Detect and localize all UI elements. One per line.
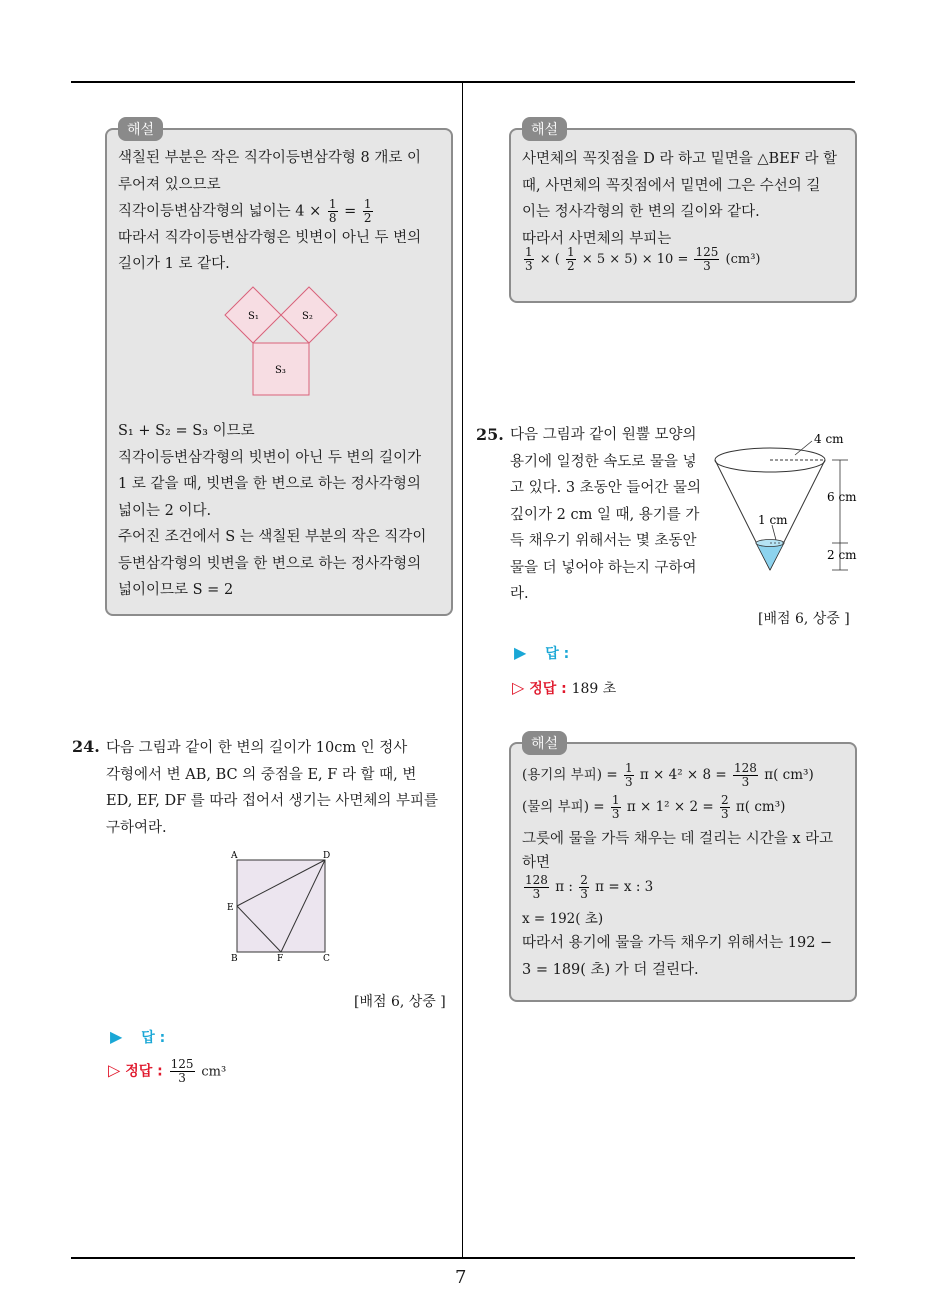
text-line: 넓이이므로 S = 2 bbox=[118, 582, 234, 598]
volume-formula: $\frac{1}{3}$ × ( $\frac{1}{2}$ × 5 × 5) × 10 = $\frac{125}{3}$ (cm³) bbox=[525, 244, 761, 273]
text-line: 하면 bbox=[522, 855, 551, 871]
text-line: 1 로 같을 때, 빗변을 한 변으로 하는 정사각형의 bbox=[118, 476, 421, 492]
water-fill bbox=[756, 543, 784, 570]
answer-unit: cm³ bbox=[201, 1064, 227, 1080]
text-line: 직각이등변삼각형의 빗변이 아닌 두 변의 길이가 bbox=[118, 449, 422, 466]
text-line: S₁ + S₂ = S₃ 이므로 bbox=[118, 423, 255, 439]
text-line: 용기에 일정한 속도로 물을 넣 bbox=[510, 453, 697, 470]
text-line: 길이가 1 로 같다. bbox=[118, 256, 230, 272]
text-line: 득 채우기 위해서는 몇 초동안 bbox=[510, 533, 697, 549]
explanation-text-left-top bbox=[118, 145, 421, 278]
label-top-radius: 4 cm bbox=[814, 432, 844, 446]
text-line: 넓이는 2 이다. bbox=[118, 502, 212, 519]
formula-line: $\frac{128}{3}$ π : $\frac{2}{3}$ π = x : 3 bbox=[525, 873, 654, 901]
text-line: 이는 정사각형의 한 변의 길이와 같다. bbox=[522, 204, 760, 220]
text-line: 깊이가 2 cm 일 때, 용기를 가 bbox=[510, 506, 700, 523]
explanation-text-right-1 bbox=[522, 146, 837, 276]
squares-diagram bbox=[220, 285, 350, 400]
text-line: 따라서 직각이등변삼각형은 빗변이 아닌 두 변의 bbox=[118, 229, 422, 246]
label-s1: S₁ bbox=[248, 311, 259, 322]
text-segment: 직각이등변삼각형의 넓이는 4 × bbox=[118, 203, 322, 220]
square-fold-diagram bbox=[225, 848, 340, 963]
question-number-24: 24. bbox=[72, 737, 100, 756]
formula-line: (용기의 부피) = $\frac{1}{3}$ π × 4² × 8 = $\frac{128}{3}$ π( cm³) bbox=[522, 761, 814, 789]
outline-play-icon: ▷ bbox=[512, 678, 525, 697]
text-line: 다음 그림과 같이 원뿔 모양의 bbox=[510, 427, 697, 443]
label-s3: S₃ bbox=[275, 365, 286, 376]
page-number: 7 bbox=[455, 1267, 467, 1288]
label-a: A bbox=[231, 851, 238, 861]
text-line: 루어져 있으므로 bbox=[118, 176, 221, 193]
text-line: 물을 더 넣어야 하는지 구하여 bbox=[510, 559, 697, 576]
answer-row-25 bbox=[514, 643, 569, 663]
top-rule bbox=[71, 81, 855, 83]
text-line: 고 있다. 3 초동안 들어간 물의 bbox=[510, 480, 701, 496]
text-line: 따라서 용기에 물을 가득 채우기 위해서는 192 − bbox=[522, 935, 833, 951]
explanation-text-left-bottom bbox=[118, 418, 426, 604]
text-line: ED, EF, DF 를 따라 접어서 생기는 사면체의 부피를 bbox=[106, 793, 438, 809]
text-line: 등변삼각형의 빗변을 한 변으로 하는 정사각형의 bbox=[118, 555, 422, 572]
label-s2: S₂ bbox=[302, 311, 313, 322]
play-icon: ▶ bbox=[110, 1027, 123, 1046]
answer-label: 답 : bbox=[141, 1030, 166, 1046]
pointer-water bbox=[772, 525, 776, 540]
text-line: 3 = 189( 초) 가 더 걸린다. bbox=[522, 961, 699, 978]
label-e: E bbox=[227, 903, 234, 913]
equals-sign: = bbox=[344, 203, 357, 220]
cone-diagram bbox=[710, 425, 860, 580]
text-line bbox=[118, 198, 421, 225]
text-line: 다음 그림과 같이 한 변의 길이가 10cm 인 정사 bbox=[106, 740, 408, 756]
column-divider bbox=[462, 83, 463, 1258]
text-line: 그릇에 물을 가득 채우는 데 걸리는 시간을 x 라고 bbox=[522, 831, 834, 847]
score-label-25: [배점 6, 상중 ] bbox=[758, 611, 850, 627]
correct-label: 정답 : bbox=[529, 681, 567, 697]
label-d: D bbox=[323, 851, 331, 861]
explanation-tag: 해설 bbox=[522, 731, 567, 755]
label-water-radius: 1 cm bbox=[758, 513, 788, 527]
score-label-24: [배점 6, 상중 ] bbox=[354, 994, 446, 1010]
label-upper-height: 6 cm bbox=[827, 490, 857, 504]
fraction: $\frac{1}{8}$ bbox=[328, 197, 337, 225]
pointer-top bbox=[795, 441, 812, 455]
text-line: 주어진 조건에서 S 는 색칠된 부분의 작은 직각이 bbox=[118, 529, 427, 545]
play-icon: ▶ bbox=[514, 643, 527, 662]
answer-value: 189 초 bbox=[571, 681, 617, 697]
outline-play-icon: ▷ bbox=[108, 1060, 121, 1080]
label-water-height: 2 cm bbox=[827, 548, 857, 562]
correct-label: 정답 : bbox=[125, 1063, 163, 1080]
label-c: C bbox=[323, 954, 330, 963]
question-24-text bbox=[106, 735, 438, 841]
text-line: 따라서 사면체의 부피는 bbox=[522, 230, 672, 247]
square-abcd bbox=[237, 860, 325, 952]
answer-label: 답 : bbox=[545, 646, 570, 662]
correct-answer-24 bbox=[108, 1058, 226, 1085]
label-b: B bbox=[231, 954, 238, 963]
explanation-tag: 해설 bbox=[522, 117, 567, 141]
explanation-text-right-2 bbox=[522, 762, 833, 983]
text-line: 구하여라. bbox=[106, 819, 167, 836]
bottom-rule bbox=[71, 1257, 855, 1259]
text-line: 사면체의 꼭짓점을 D 라 하고 밑면을 △BEF 라 할 bbox=[522, 151, 838, 167]
text-line: x = 192( 초) bbox=[522, 911, 604, 927]
answer-row-24 bbox=[110, 1027, 165, 1047]
question-number-25: 25. bbox=[476, 425, 504, 444]
question-25-text bbox=[510, 422, 701, 608]
formula-line: (물의 부피) = $\frac{1}{3}$ π × 1² × 2 = $\frac{2}{3}$ π( cm³) bbox=[522, 793, 786, 821]
fraction: $\frac{125}{3}$ bbox=[170, 1057, 194, 1085]
fraction: $\frac{1}{2}$ bbox=[363, 197, 372, 225]
text-line: 색칠된 부분은 작은 직각이등변삼각형 8 개로 이 bbox=[118, 150, 422, 166]
explanation-tag: 해설 bbox=[118, 117, 163, 141]
label-f: F bbox=[277, 954, 284, 963]
correct-answer-25 bbox=[512, 678, 616, 698]
text-line: 라. bbox=[510, 586, 529, 602]
text-line: 때, 사면체의 꼭짓점에서 밑면에 그은 수선의 길 bbox=[522, 177, 821, 194]
text-line: 각형에서 변 AB, BC 의 중점을 E, F 라 할 때, 변 bbox=[106, 766, 417, 783]
